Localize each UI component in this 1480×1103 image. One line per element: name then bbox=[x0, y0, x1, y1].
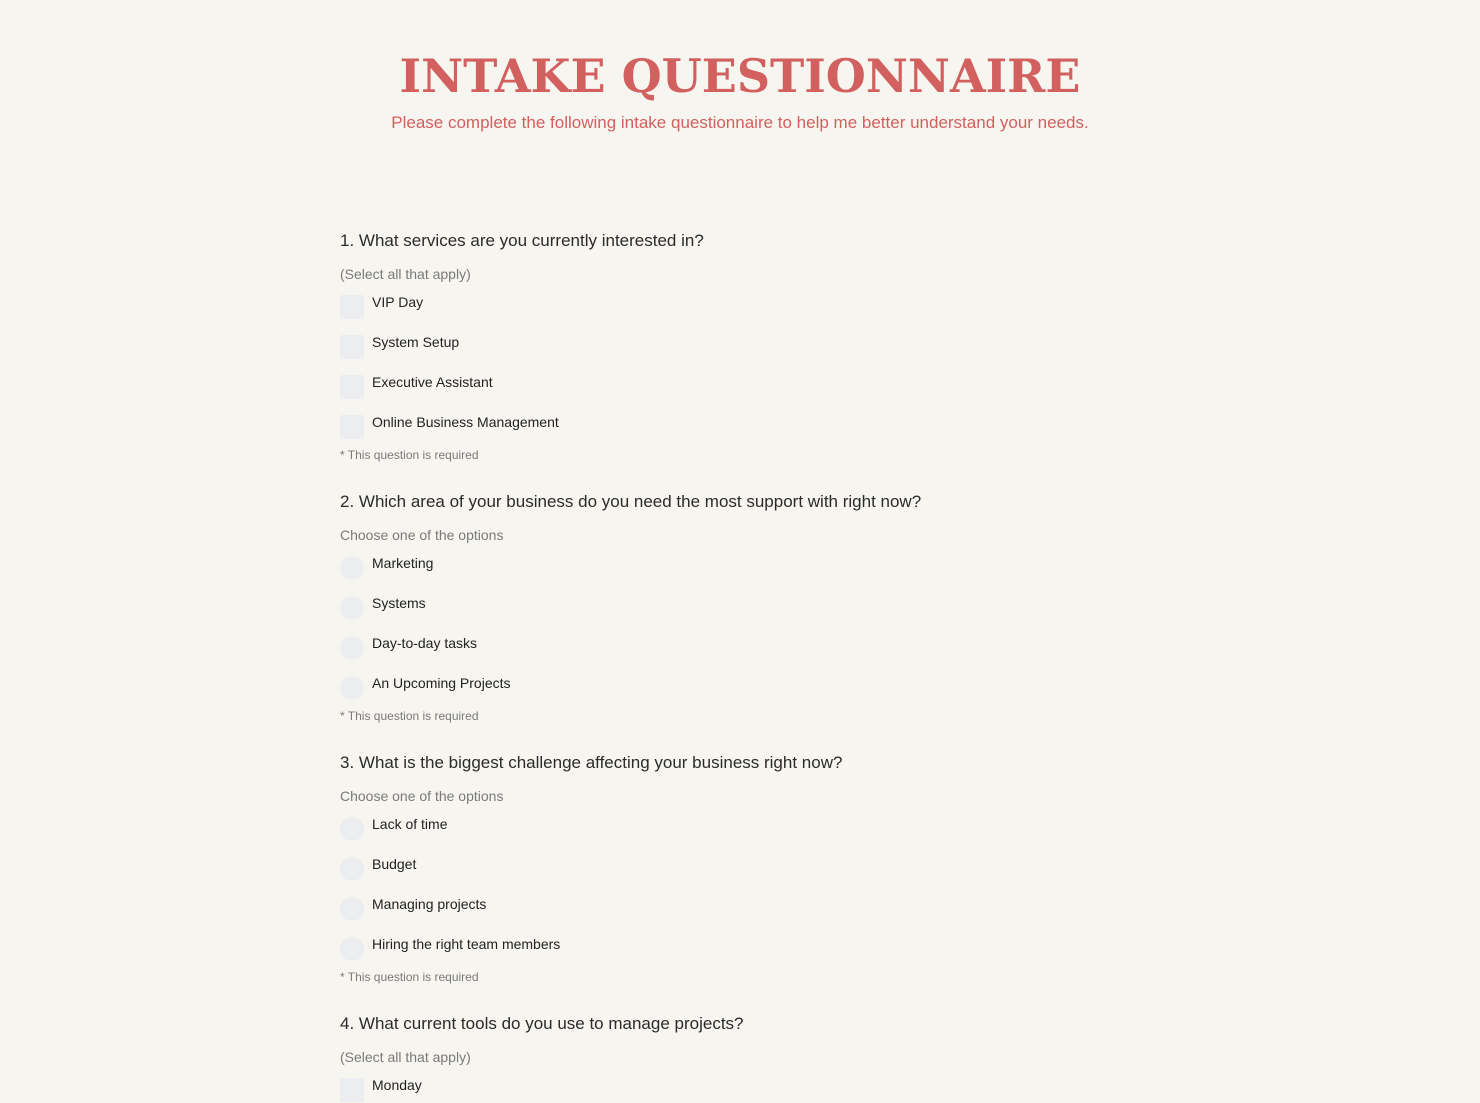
option-label: Online Business Management bbox=[372, 414, 559, 430]
radio-option-managing-projects[interactable] bbox=[340, 889, 1140, 929]
questionnaire-form bbox=[340, 229, 1140, 1103]
checkbox[interactable] bbox=[340, 335, 364, 359]
radio-option-systems[interactable] bbox=[340, 588, 1140, 628]
question-hint: (Select all that apply) bbox=[340, 1049, 471, 1065]
checkbox-option-vip-day[interactable] bbox=[340, 287, 1140, 327]
radio-option-marketing[interactable] bbox=[340, 548, 1140, 588]
option-list bbox=[340, 1070, 1140, 1103]
checkbox-option-monday[interactable] bbox=[340, 1070, 1140, 1103]
required-note: * This question is required bbox=[340, 448, 479, 462]
radio-button[interactable] bbox=[340, 556, 364, 580]
radio-button[interactable] bbox=[340, 817, 364, 841]
checkbox[interactable] bbox=[340, 415, 364, 439]
question-2 bbox=[340, 490, 1140, 724]
option-list bbox=[340, 287, 1140, 447]
radio-button[interactable] bbox=[340, 596, 364, 620]
option-label: Managing projects bbox=[372, 896, 487, 912]
option-list bbox=[340, 809, 1140, 969]
radio-option-budget[interactable] bbox=[340, 849, 1140, 889]
option-label: System Setup bbox=[372, 334, 460, 350]
option-label: Hiring the right team members bbox=[372, 936, 561, 952]
question-title: 3. What is the biggest challenge affecting your business right now? bbox=[340, 753, 843, 772]
question-hint: (Select all that apply) bbox=[340, 266, 471, 282]
required-note: * This question is required bbox=[340, 709, 479, 723]
option-label: VIP Day bbox=[372, 294, 424, 310]
page-title: INTAKE QUESTIONNAIRE bbox=[399, 49, 1081, 103]
question-spacer bbox=[340, 724, 1140, 751]
question-title: 4. What current tools do you use to manage projects? bbox=[340, 1014, 744, 1033]
radio-option-lack-of-time[interactable] bbox=[340, 809, 1140, 849]
radio-button[interactable] bbox=[340, 636, 364, 660]
checkbox[interactable] bbox=[340, 295, 364, 319]
checkbox-option-online-business-management[interactable] bbox=[340, 407, 1140, 447]
question-4 bbox=[340, 1012, 1140, 1103]
option-label: Day-to-day tasks bbox=[372, 635, 478, 651]
radio-button[interactable] bbox=[340, 897, 364, 921]
option-list bbox=[340, 548, 1140, 708]
radio-button[interactable] bbox=[340, 676, 364, 700]
option-label: Systems bbox=[372, 595, 426, 611]
radio-button[interactable] bbox=[340, 857, 364, 881]
question-spacer bbox=[340, 985, 1140, 1012]
page-subtitle: Please complete the following intake questionnaire to help me better understand your needs. bbox=[391, 113, 1089, 132]
question-spacer bbox=[340, 463, 1140, 490]
question-hint: Choose one of the options bbox=[340, 527, 504, 543]
radio-option-day-to-day-tasks[interactable] bbox=[340, 628, 1140, 668]
question-3 bbox=[340, 751, 1140, 985]
question-hint: Choose one of the options bbox=[340, 788, 504, 804]
radio-option-upcoming-projects[interactable] bbox=[340, 668, 1140, 708]
question-title: 2. Which area of your business do you need the most support with right now? bbox=[340, 492, 922, 511]
required-note: * This question is required bbox=[340, 970, 479, 984]
checkbox[interactable] bbox=[340, 375, 364, 399]
checkbox-option-executive-assistant[interactable] bbox=[340, 367, 1140, 407]
checkbox[interactable] bbox=[340, 1078, 364, 1102]
option-label: Marketing bbox=[372, 555, 434, 571]
option-label: Monday bbox=[372, 1077, 422, 1093]
option-label: Budget bbox=[372, 856, 417, 872]
option-label: An Upcoming Projects bbox=[372, 675, 511, 691]
radio-option-hiring-team-members[interactable] bbox=[340, 929, 1140, 969]
checkbox-option-system-setup[interactable] bbox=[340, 327, 1140, 367]
question-1 bbox=[340, 229, 1140, 463]
option-label: Executive Assistant bbox=[372, 374, 493, 390]
question-title: 1. What services are you currently interested in? bbox=[340, 231, 704, 250]
radio-button[interactable] bbox=[340, 937, 364, 961]
option-label: Lack of time bbox=[372, 816, 448, 832]
